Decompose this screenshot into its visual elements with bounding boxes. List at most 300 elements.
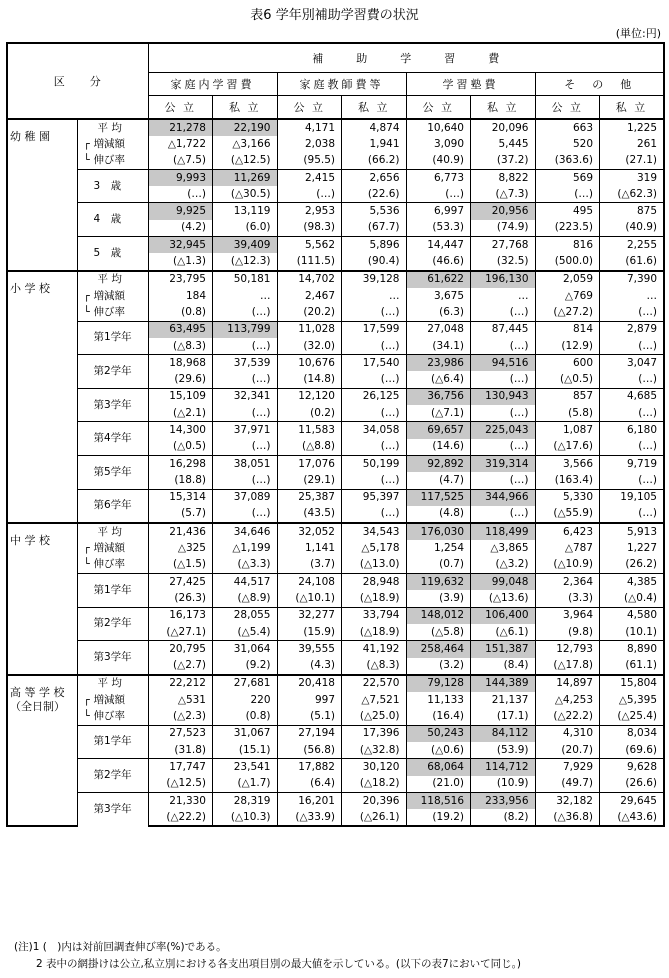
private-header: 私 立 (471, 96, 536, 120)
table-cell: 10,640 (406, 119, 471, 136)
table-cell: (56.8) (277, 742, 342, 759)
table-cell: 99,048 (471, 574, 536, 591)
table-cell: 1,941 (342, 136, 407, 152)
table-cell: (34.1) (406, 338, 471, 355)
table-cell: 3,675 (406, 288, 471, 304)
table-cell: 50,181 (213, 271, 278, 288)
table-cell: (61.6) (600, 253, 665, 270)
table-cell: 23,986 (406, 355, 471, 372)
table-cell: 69,657 (406, 422, 471, 439)
table-cell: (6.4) (277, 776, 342, 793)
table-cell: 21,330 (148, 792, 213, 809)
table-cell: 233,956 (471, 792, 536, 809)
table-cell: 2,255 (600, 237, 665, 254)
table-cell: 33,794 (342, 607, 407, 624)
row-group-label: 第6学年 (77, 489, 148, 523)
table-cell: 21,137 (471, 692, 536, 708)
table-cell: (…) (342, 304, 407, 321)
table-cell: 569 (535, 169, 600, 186)
table-cell: △531 (148, 692, 213, 708)
bracket-mark: └ (83, 154, 90, 167)
table-cell: (6.3) (406, 304, 471, 321)
table-cell: 5,913 (600, 523, 665, 540)
bracket-mark: ┌ (83, 693, 90, 706)
table-cell: 94,516 (471, 355, 536, 372)
table-cell: 4,171 (277, 119, 342, 136)
table-body (7, 119, 664, 826)
table-cell: 144,389 (471, 675, 536, 692)
table-cell: (△0.5) (535, 371, 600, 388)
table-cell: (32.5) (471, 253, 536, 270)
table-cell: (△8.8) (277, 439, 342, 456)
row-label: 伸び率 (93, 154, 125, 167)
table-cell: 20,418 (277, 675, 342, 692)
table-cell: 3,566 (535, 455, 600, 472)
table-cell: 5,536 (342, 203, 407, 220)
table-cell: 2,656 (342, 169, 407, 186)
table-cell: 225,043 (471, 422, 536, 439)
table-cell: 119,632 (406, 574, 471, 591)
table-cell: (…) (342, 405, 407, 422)
row-group-label: 5 歳 (77, 237, 148, 271)
table-cell: (22.6) (342, 186, 407, 203)
table-row (7, 203, 664, 220)
table-cell: (…) (342, 439, 407, 456)
table-row (7, 422, 664, 439)
table-cell: 12,120 (277, 388, 342, 405)
table-cell: (8.4) (471, 658, 536, 675)
table-cell: 1,225 (600, 119, 665, 136)
row-group-label: 第3学年 (77, 641, 148, 675)
table-cell: 36,756 (406, 388, 471, 405)
table-cell: (…) (213, 472, 278, 489)
table-row (7, 489, 664, 506)
table-cell: (5.1) (277, 708, 342, 725)
table-cell: (△25.4) (600, 708, 665, 725)
table-cell: (△22.2) (148, 809, 213, 826)
table-cell: 4,685 (600, 388, 665, 405)
table-cell: (△7.1) (406, 405, 471, 422)
table-cell: 5,896 (342, 237, 407, 254)
table-cell: (20.2) (277, 304, 342, 321)
table-cell: (4.2) (148, 220, 213, 237)
table-cell: 6,773 (406, 169, 471, 186)
table-cell: (△5.8) (406, 624, 471, 641)
table-cell: 196,130 (471, 271, 536, 288)
table-cell: (40.9) (406, 153, 471, 170)
public-header: 公 立 (277, 96, 342, 120)
table-cell: 2,467 (277, 288, 342, 304)
row-label: 平 均 (97, 121, 122, 134)
bracket-mark: ┌ (83, 542, 90, 555)
public-header: 公 立 (406, 96, 471, 120)
table-cell: … (342, 288, 407, 304)
table-cell: (98.3) (277, 220, 342, 237)
table-cell: 2,415 (277, 169, 342, 186)
table-cell: (△30.5) (213, 186, 278, 203)
table-cell: (61.1) (600, 658, 665, 675)
table-cell: (△22.2) (535, 708, 600, 725)
table-cell: (19.2) (406, 809, 471, 826)
table-cell: (0.8) (213, 708, 278, 725)
table-cell: … (471, 288, 536, 304)
table-cell: 1,087 (535, 422, 600, 439)
table-cell: (△8.3) (148, 338, 213, 355)
bracket-mark: └ (83, 558, 90, 571)
table-cell: (29.6) (148, 371, 213, 388)
row-group-label: 3 歳 (77, 169, 148, 203)
table-cell: (8.2) (471, 809, 536, 826)
table-cell: 11,269 (213, 169, 278, 186)
table-cell: (△0.5) (148, 439, 213, 456)
table-row (7, 455, 664, 472)
table-cell: 17,540 (342, 355, 407, 372)
notes (14, 939, 521, 973)
table-row (7, 692, 664, 708)
table-cell: (△12.5) (148, 776, 213, 793)
table-cell: (…) (213, 506, 278, 523)
table-row (7, 237, 664, 254)
table-cell: 857 (535, 388, 600, 405)
table-cell: 28,948 (342, 574, 407, 591)
table-cell: 18,968 (148, 355, 213, 372)
table-cell: 6,423 (535, 523, 600, 540)
table-cell: 14,897 (535, 675, 600, 692)
table-cell: 15,109 (148, 388, 213, 405)
unit-label: (単位:円) (615, 27, 661, 40)
table-row (7, 641, 664, 658)
table-cell: 23,541 (213, 759, 278, 776)
table-cell: 24,108 (277, 574, 342, 591)
table-cell: (66.2) (342, 153, 407, 170)
table-cell: 495 (535, 203, 600, 220)
table-cell: (3.7) (277, 557, 342, 574)
table-cell: 28,319 (213, 792, 278, 809)
table-row (7, 388, 664, 405)
table-cell: 26,125 (342, 388, 407, 405)
row-group-label: 第3学年 (77, 388, 148, 422)
table-row (7, 574, 664, 591)
table-row (7, 288, 664, 304)
table-cell: 118,499 (471, 523, 536, 540)
section-label: 中 学 校 (7, 523, 77, 675)
table-cell: (△18.9) (342, 590, 407, 607)
table-cell: 23,795 (148, 271, 213, 288)
table-cell: (△12.3) (213, 253, 278, 270)
row-group-label: 第1学年 (77, 321, 148, 355)
table-cell: 50,199 (342, 455, 407, 472)
table-cell: (0.8) (148, 304, 213, 321)
table-cell: (46.6) (406, 253, 471, 270)
table-cell: 34,646 (213, 523, 278, 540)
table-cell: 63,495 (148, 321, 213, 338)
table-cell: (14.6) (406, 439, 471, 456)
table-cell: △769 (535, 288, 600, 304)
row-label: 平 均 (97, 525, 122, 538)
table-cell: 1,254 (406, 540, 471, 556)
table-cell: (…) (342, 472, 407, 489)
row-group-label: 4 歳 (77, 203, 148, 237)
table-cell: 118,516 (406, 792, 471, 809)
table-cell: (…) (213, 338, 278, 355)
table-cell: (53.3) (406, 220, 471, 237)
table-cell: (6.0) (213, 220, 278, 237)
table-cell: (4.7) (406, 472, 471, 489)
table-cell: (△0.4) (600, 590, 665, 607)
table-cell: 17,396 (342, 725, 407, 742)
table-cell: 84,112 (471, 725, 536, 742)
table-cell: 11,583 (277, 422, 342, 439)
table-cell: (32.0) (277, 338, 342, 355)
table-cell: (3.9) (406, 590, 471, 607)
table-cell: 8,822 (471, 169, 536, 186)
table-cell: (10.1) (600, 624, 665, 641)
table-cell: (△17.6) (535, 439, 600, 456)
table-cell: 9,719 (600, 455, 665, 472)
row-group-label: 第3学年 (77, 792, 148, 826)
table-cell: 9,993 (148, 169, 213, 186)
table-cell: (15.1) (213, 742, 278, 759)
table-cell: 2,038 (277, 136, 342, 152)
row-group-label: 第1学年 (77, 574, 148, 608)
group-header-home-study: 家庭内学習費 (148, 73, 277, 96)
table-cell: 92,892 (406, 455, 471, 472)
table-cell: 14,702 (277, 271, 342, 288)
table-cell: (…) (600, 506, 665, 523)
table-cell: 27,194 (277, 725, 342, 742)
table-cell: 22,212 (148, 675, 213, 692)
table-cell: (17.1) (471, 708, 536, 725)
table-cell: 27,523 (148, 725, 213, 742)
table-cell: 37,971 (213, 422, 278, 439)
table-cell: △1,722 (148, 136, 213, 152)
table-cell: (…) (277, 186, 342, 203)
table-cell: (31.8) (148, 742, 213, 759)
table-cell: 21,436 (148, 523, 213, 540)
table-cell: (△8.3) (342, 658, 407, 675)
table-cell: 21,278 (148, 119, 213, 136)
table-cell: (△13.0) (342, 557, 407, 574)
table-cell: (9.2) (213, 658, 278, 675)
row-label: 平 均 (97, 677, 122, 690)
table-cell: 31,067 (213, 725, 278, 742)
table-cell: (△1.5) (148, 557, 213, 574)
table-cell: 15,314 (148, 489, 213, 506)
table-cell: 148,012 (406, 607, 471, 624)
table-cell: (△8.9) (213, 590, 278, 607)
table-cell: 319 (600, 169, 665, 186)
table-cell: (…) (471, 439, 536, 456)
table-cell: 41,192 (342, 641, 407, 658)
table-cell: 520 (535, 136, 600, 152)
table-cell: 68,064 (406, 759, 471, 776)
table-cell: (…) (600, 405, 665, 422)
table-cell: 10,676 (277, 355, 342, 372)
main-header: 補 助 学 習 費 (148, 43, 664, 73)
table-cell: (△55.9) (535, 506, 600, 523)
table-cell: (△26.1) (342, 809, 407, 826)
table-cell: 5,445 (471, 136, 536, 152)
table-cell: (△6.4) (406, 371, 471, 388)
table-cell: … (213, 288, 278, 304)
table-cell: (0.2) (277, 405, 342, 422)
table-cell: 32,341 (213, 388, 278, 405)
table-cell: (△32.8) (342, 742, 407, 759)
table-cell: 39,128 (342, 271, 407, 288)
table-cell: 997 (277, 692, 342, 708)
table-cell: 34,058 (342, 422, 407, 439)
table-cell: (15.9) (277, 624, 342, 641)
table-cell: (67.7) (342, 220, 407, 237)
table-cell: (74.9) (471, 220, 536, 237)
bracket-mark: └ (83, 710, 90, 723)
table-cell: 3,047 (600, 355, 665, 372)
table-cell: 4,385 (600, 574, 665, 591)
table-cell: (△62.3) (600, 186, 665, 203)
bracket-mark: ┌ (83, 289, 90, 302)
table-cell: (△43.6) (600, 809, 665, 826)
table-row (7, 540, 664, 556)
table-cell: △325 (148, 540, 213, 556)
table-cell: 600 (535, 355, 600, 372)
table-cell: (4.3) (277, 658, 342, 675)
table-cell: (95.5) (277, 153, 342, 170)
table-cell: 8,890 (600, 641, 665, 658)
table-cell: (3.2) (406, 658, 471, 675)
table-row (7, 557, 664, 574)
row-group-label: 第4学年 (77, 422, 148, 456)
public-header: 公 立 (535, 96, 600, 120)
table-cell: 117,525 (406, 489, 471, 506)
table-cell: 37,089 (213, 489, 278, 506)
private-header: 私 立 (213, 96, 278, 120)
table-cell: (…) (148, 186, 213, 203)
table-cell: 5,562 (277, 237, 342, 254)
table-cell: (…) (471, 405, 536, 422)
table-cell: (…) (213, 304, 278, 321)
table-cell: (…) (342, 371, 407, 388)
table-cell: 32,277 (277, 607, 342, 624)
bracket-mark: └ (83, 305, 90, 318)
table-cell: 344,966 (471, 489, 536, 506)
table-cell: 14,447 (406, 237, 471, 254)
table-cell: 19,105 (600, 489, 665, 506)
table-row (7, 355, 664, 372)
table-cell: (△25.0) (342, 708, 407, 725)
table-cell: 15,804 (600, 675, 665, 692)
table-cell: (△10.3) (213, 809, 278, 826)
table-cell: (…) (213, 371, 278, 388)
section-label: 小 学 校 (7, 271, 77, 523)
table-row (7, 708, 664, 725)
page-title: 表6 学年別補助学習費の状況 (250, 8, 419, 23)
table-cell: (…) (600, 371, 665, 388)
table-row (7, 759, 664, 776)
table-cell: 114,712 (471, 759, 536, 776)
table-cell: 3,090 (406, 136, 471, 152)
table-cell: (△17.8) (535, 658, 600, 675)
row-group-label: 第1学年 (77, 725, 148, 759)
table-cell: △7,521 (342, 692, 407, 708)
table-cell: (0.7) (406, 557, 471, 574)
table-cell: 30,120 (342, 759, 407, 776)
table-cell: △787 (535, 540, 600, 556)
table-cell: △4,253 (535, 692, 600, 708)
table-cell: 7,929 (535, 759, 600, 776)
row-label: 平 均 (97, 273, 122, 286)
table-row (7, 675, 664, 692)
row-label: 増減額 (93, 542, 125, 555)
table-cell: 113,799 (213, 321, 278, 338)
table-cell: (…) (471, 338, 536, 355)
table-cell: (111.5) (277, 253, 342, 270)
table-cell: (…) (600, 472, 665, 489)
table-cell: (△1.7) (213, 776, 278, 793)
row-label: 増減額 (93, 289, 125, 302)
table-cell: △3,166 (213, 136, 278, 152)
table-cell: 2,879 (600, 321, 665, 338)
table-cell: (…) (213, 439, 278, 456)
table-cell: 14,300 (148, 422, 213, 439)
table-cell: 4,310 (535, 725, 600, 742)
table-cell: (…) (342, 506, 407, 523)
table-cell: (10.9) (471, 776, 536, 793)
table-cell: 6,180 (600, 422, 665, 439)
table-cell: 11,028 (277, 321, 342, 338)
table-cell: (△2.7) (148, 658, 213, 675)
group-header-cram-school: 学習塾費 (406, 73, 535, 96)
table-cell: (…) (406, 186, 471, 203)
table-cell: 32,182 (535, 792, 600, 809)
table-cell: (26.3) (148, 590, 213, 607)
table-cell: 13,119 (213, 203, 278, 220)
table-cell: (△36.8) (535, 809, 600, 826)
table-cell: (△2.3) (148, 708, 213, 725)
table-cell: (…) (600, 439, 665, 456)
table-cell: 1,227 (600, 540, 665, 556)
table-cell: (363.6) (535, 153, 600, 170)
table-cell: (26.6) (600, 776, 665, 793)
table-cell: (9.8) (535, 624, 600, 641)
table-row (7, 136, 664, 152)
table-cell: (△33.9) (277, 809, 342, 826)
private-header: 私 立 (600, 96, 665, 120)
table-cell: (…) (471, 472, 536, 489)
table-cell: 32,945 (148, 237, 213, 254)
table-cell: 28,055 (213, 607, 278, 624)
table-cell: (△5.4) (213, 624, 278, 641)
private-header: 私 立 (342, 96, 407, 120)
table-cell: 87,445 (471, 321, 536, 338)
table-cell: (69.6) (600, 742, 665, 759)
table-cell: 20,096 (471, 119, 536, 136)
row-label: 伸び率 (93, 710, 125, 723)
table-cell: (△18.2) (342, 776, 407, 793)
table-cell: (20.7) (535, 742, 600, 759)
table-cell: 37,539 (213, 355, 278, 372)
table-cell: 130,943 (471, 388, 536, 405)
row-label: 伸び率 (93, 558, 125, 571)
table-cell: 17,882 (277, 759, 342, 776)
table-cell: (△3.3) (213, 557, 278, 574)
table-cell: 22,570 (342, 675, 407, 692)
table-cell: (12.9) (535, 338, 600, 355)
table-cell: (…) (342, 338, 407, 355)
supplementary-study-cost-table (6, 42, 665, 827)
table-cell: 22,190 (213, 119, 278, 136)
group-header-tutor: 家庭教師費等 (277, 73, 406, 96)
table-cell: (5.7) (148, 506, 213, 523)
